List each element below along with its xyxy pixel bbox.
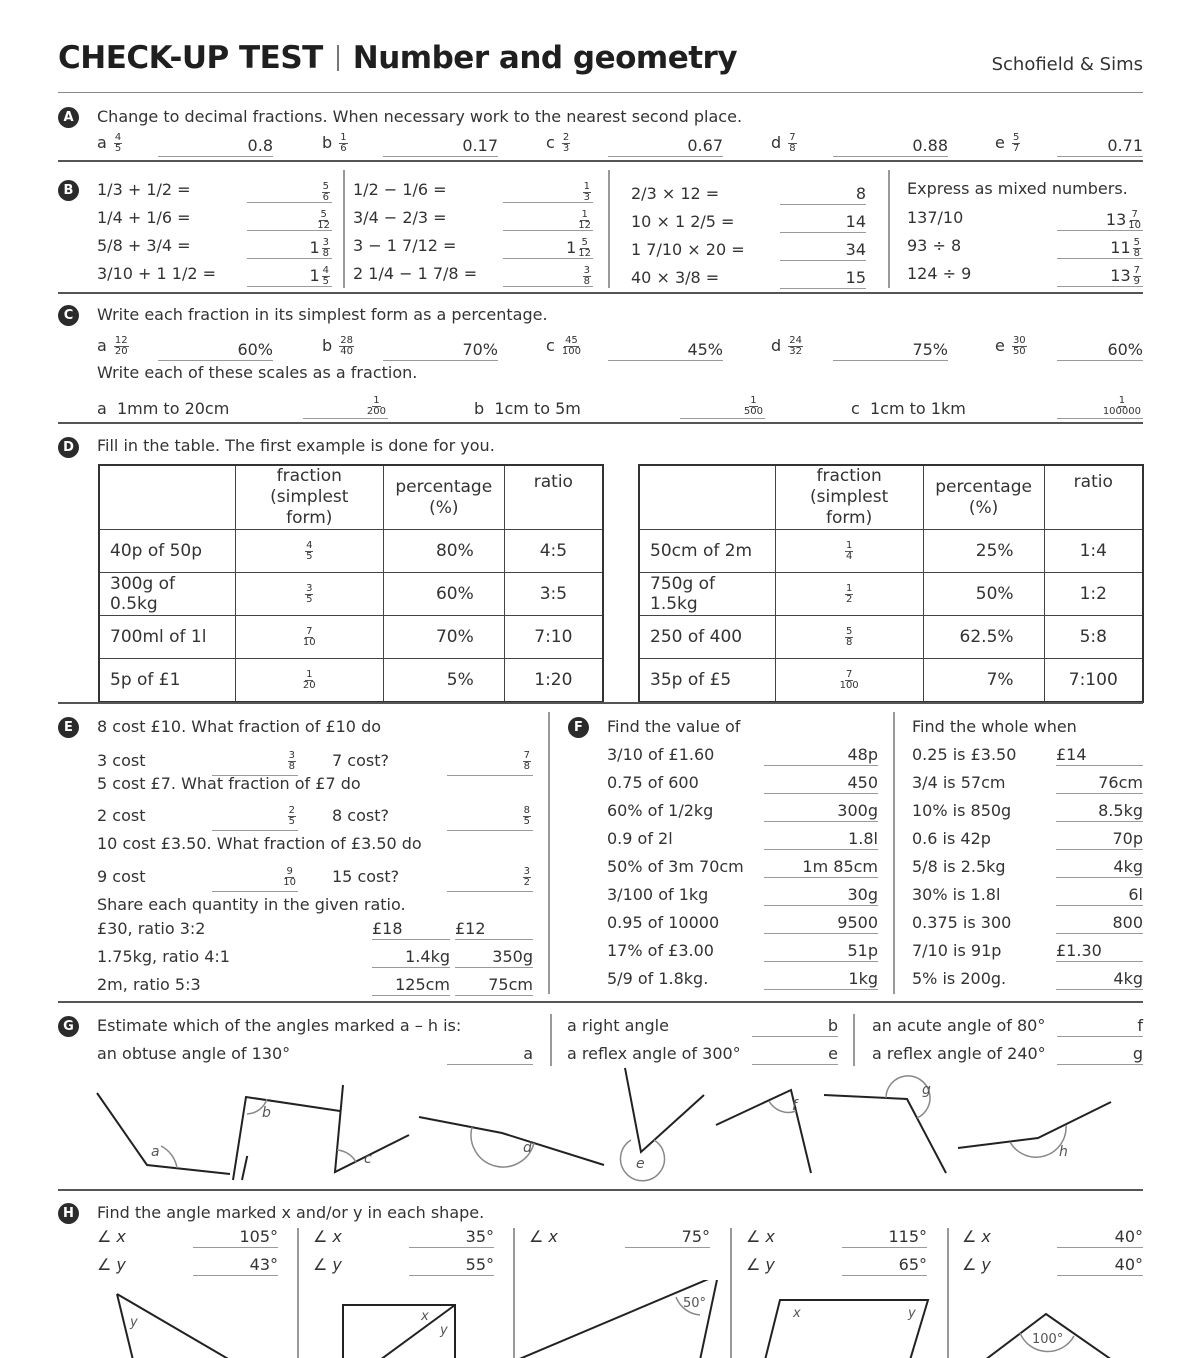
answer-field[interactable]: 1.8l	[764, 829, 878, 850]
fraction: $\frac{1}{200}$	[366, 395, 386, 417]
fraction: $\frac{7}{8}$	[523, 750, 530, 772]
fraction: $\frac{9}{10}$	[283, 866, 296, 888]
equation: 3/10 + 1 1/2 =	[97, 264, 217, 283]
table-row	[99, 573, 603, 616]
section-badge-h: H	[58, 1203, 79, 1224]
shapes-diagram	[0, 1280, 1200, 1358]
answer-field[interactable]: 51p	[764, 941, 878, 962]
angle-x-label: ∠ x	[746, 1227, 775, 1246]
answer-field[interactable]: b	[752, 1016, 838, 1037]
fraction: $\frac{3}{5}$	[306, 582, 313, 605]
angle-y-label: ∠ y	[962, 1255, 991, 1274]
angle-question: an acute angle of 80°	[872, 1016, 1046, 1035]
whole-question: 0.6 is 42p	[912, 829, 991, 848]
ratio-cell[interactable]: 1:20	[504, 659, 603, 703]
whole-question: 0.375 is 300	[912, 913, 1012, 932]
section-badge-a: A	[58, 107, 79, 128]
answer-field-y[interactable]: 65°	[842, 1255, 927, 1276]
answer-field[interactable]	[212, 806, 298, 831]
angle-x-label: ∠ x	[529, 1227, 558, 1246]
answer-field[interactable]: 45%	[608, 340, 723, 361]
answer-field[interactable]: 8.5kg	[1056, 801, 1143, 822]
answer-field[interactable]: 0.71	[1057, 136, 1143, 157]
fraction-cell[interactable]	[775, 573, 923, 616]
question-label: b $\frac{28}{40}$	[322, 335, 353, 357]
angle-label-c: c	[364, 1151, 372, 1167]
answer-field[interactable]: 76cm	[1056, 773, 1143, 794]
answer-field[interactable]	[303, 396, 388, 419]
fraction: $\frac{28}{40}$	[340, 335, 353, 357]
answer-field[interactable]: 350g	[455, 947, 533, 968]
table-row	[639, 530, 1143, 573]
angle-x-label: ∠ x	[97, 1227, 126, 1246]
answer-field[interactable]: 450	[764, 773, 878, 794]
fraction-cell[interactable]	[775, 616, 923, 659]
value-question: 3/100 of 1kg	[607, 885, 709, 904]
table-row	[639, 659, 1143, 703]
answer-field[interactable]: 4kg	[1056, 857, 1143, 878]
fraction: $\frac{3}{8}$	[288, 750, 295, 772]
question-label: a $\frac{4}{5}$	[97, 132, 122, 154]
answer-field[interactable]: £1.30	[1056, 941, 1143, 962]
answer-field-x[interactable]: 40°	[1057, 1227, 1143, 1248]
mixed-numbers-title: Express as mixed numbers.	[907, 179, 1128, 198]
angle-label-f: f	[792, 1098, 797, 1114]
percentage-cell[interactable]: 50%	[923, 573, 1044, 616]
angle-a-lines	[97, 1093, 230, 1174]
section-c-instruction: Write each fraction in its simplest form as a percentage.	[97, 305, 548, 324]
answer-field[interactable]: 1 $\frac{3}{8}$	[247, 238, 332, 259]
answer-field-y[interactable]: 43°	[193, 1255, 278, 1276]
percentage-cell[interactable]: 25%	[923, 530, 1044, 573]
answer-field[interactable]: f	[1057, 1016, 1143, 1037]
fraction: $\frac{7}{10}$	[302, 625, 316, 648]
share-instruction: Share each quantity in the given ratio.	[97, 895, 406, 914]
answer-field[interactable]: a	[447, 1044, 533, 1065]
answer-field[interactable]: 75%	[833, 340, 948, 361]
ratio-cell[interactable]: 5:8	[1044, 616, 1143, 659]
percentage-cell[interactable]: 70%	[383, 616, 504, 659]
fraction: $\frac{1}{500}$	[743, 395, 763, 417]
fraction: $\frac{1}{3}$	[583, 181, 590, 203]
header-ratio: ratio	[1044, 465, 1143, 530]
ratio-cell[interactable]: 1:4	[1044, 530, 1143, 573]
shape-3-triangle	[517, 1280, 718, 1358]
answer-field[interactable]: g	[1057, 1044, 1143, 1065]
header-percentage: percentage (%)	[383, 465, 504, 530]
equation: 2/3 × 12 =	[631, 184, 720, 203]
answer-field[interactable]: 800	[1056, 913, 1143, 934]
fraction: $\frac{7}{10}$	[1128, 209, 1141, 231]
value-question: 60% of 1/2kg	[607, 801, 714, 820]
item-cell: 750g of 1.5kg	[639, 573, 775, 616]
answer-field[interactable]: 1.4kg	[372, 947, 450, 968]
page-title	[58, 40, 737, 76]
header-fraction: fraction (simplest form)	[235, 465, 383, 530]
question-label: 3 cost	[97, 751, 146, 770]
find-whole-title: Find the whole when	[912, 717, 1077, 736]
value-question: 0.95 of 10000	[607, 913, 720, 932]
fraction: $\frac{7}{100}$	[839, 668, 859, 691]
value-question: 17% of £3.00	[607, 941, 714, 960]
equation: 1/4 + 1/6 =	[97, 208, 191, 227]
column-divider	[548, 712, 550, 994]
question-prompt: 8 cost £10. What fraction of £10 do	[97, 717, 382, 736]
answer-field[interactable]: 11 $\frac{5}{8}$	[1057, 238, 1143, 259]
fraction: $\frac{30}{50}$	[1012, 335, 1026, 357]
answer-field[interactable]: 15	[780, 268, 866, 289]
section-divider	[58, 160, 1143, 162]
whole-question: 10% is 850g	[912, 801, 1012, 820]
answer-field[interactable]: 1kg	[764, 969, 878, 990]
answer-field[interactable]: 60%	[158, 340, 273, 361]
angle-label-d: d	[523, 1140, 532, 1156]
answer-field[interactable]	[447, 867, 533, 892]
answer-field[interactable]: 300g	[764, 801, 878, 822]
test-title: CHECK-UP TEST	[58, 40, 323, 76]
answer-field[interactable]: 1 $\frac{4}{5}$	[247, 266, 332, 287]
ratio-cell[interactable]: 7:100	[1044, 659, 1143, 703]
column-divider	[893, 712, 895, 994]
section-badge-f: F	[568, 717, 589, 738]
angle-label-a: a	[151, 1144, 160, 1160]
section-badge-e: E	[58, 717, 79, 738]
fraction: $\frac{5}{12}$	[317, 209, 330, 231]
percentage-cell[interactable]: 7%	[923, 659, 1044, 703]
answer-field[interactable]	[212, 751, 298, 776]
value-question: 50% of 3m 70cm	[607, 857, 744, 876]
question-label: 9 cost	[97, 867, 146, 886]
angle-x-label: ∠ x	[962, 1227, 991, 1246]
fraction-cell[interactable]	[235, 659, 383, 703]
fraction-cell[interactable]	[235, 573, 383, 616]
header-empty	[99, 465, 235, 530]
question-label: 7 cost?	[332, 751, 389, 770]
section-badge-d: D	[58, 437, 79, 458]
given-angle-50: 50°	[683, 1296, 707, 1311]
whole-question: 0.25 is £3.50	[912, 745, 1017, 764]
answer-field[interactable]	[503, 182, 593, 203]
section-divider	[58, 292, 1143, 294]
equation: 1/3 + 1/2 =	[97, 180, 191, 199]
fraction: $\frac{3}{8}$	[322, 237, 329, 259]
value-question: 0.9 of 2l	[607, 829, 673, 848]
fraction-cell[interactable]	[775, 659, 923, 703]
answer-field[interactable]: 13 $\frac{7}{10}$	[1057, 210, 1143, 231]
angle-question: a reflex angle of 300°	[567, 1044, 741, 1063]
shape-1-y-label: y	[130, 1315, 138, 1330]
fraction: $\frac{1}{2}$	[845, 582, 853, 605]
question-prompt: 5 cost £7. What fraction of £7 do	[97, 774, 361, 793]
section-divider	[58, 422, 1143, 424]
fraction: $\frac{5}{6}$	[322, 181, 329, 203]
question-label: a $\frac{12}{20}$	[97, 335, 128, 357]
answer-field[interactable]: 6l	[1056, 885, 1143, 906]
angle-question: a right angle	[567, 1016, 669, 1035]
fraction: $\frac{5}{7}$	[1012, 132, 1020, 154]
angle-label-g: g	[922, 1082, 931, 1098]
section-badge-b: B	[58, 180, 79, 201]
answer-field[interactable]: 34	[780, 240, 866, 261]
value-question: 3/10 of £1.60	[607, 745, 715, 764]
answer-field[interactable]: 4kg	[1056, 969, 1143, 990]
test-subtitle: Number and geometry	[352, 40, 738, 76]
answer-field[interactable]: 30g	[764, 885, 878, 906]
section-badge-c: C	[58, 305, 79, 326]
angle-b-lines	[233, 1097, 340, 1180]
fraction: $\frac{5}{8}$	[845, 625, 853, 648]
item-cell: 40p of 50p	[99, 530, 235, 573]
answer-field[interactable]: 13 $\frac{7}{9}$	[1057, 266, 1143, 287]
equation: 1/2 − 1/6 =	[353, 180, 447, 199]
angle-question: an obtuse angle of 130°	[97, 1044, 291, 1063]
answer-field[interactable]: e	[752, 1044, 838, 1065]
equation: 40 × 3/8 =	[631, 268, 720, 287]
question-label: d $\frac{7}{8}$	[771, 132, 796, 154]
table-header-row	[639, 465, 1143, 530]
fraction: $\frac{5}{12}$	[578, 237, 591, 259]
item-cell: 700ml of 1l	[99, 616, 235, 659]
whole-question: 7/10 is 91p	[912, 941, 1002, 960]
fraction: $\frac{1}{12}$	[578, 209, 591, 231]
ratio-cell[interactable]: 3:5	[504, 573, 603, 616]
equation: 2 1/4 − 1 7/8 =	[353, 264, 478, 283]
fraction: $\frac{45}{100}$	[561, 335, 581, 357]
section-divider	[58, 1189, 1143, 1191]
fraction-cell[interactable]	[235, 530, 383, 573]
fraction: $\frac{4}{5}$	[306, 539, 313, 562]
angle-label-h: h	[1059, 1144, 1068, 1160]
answer-field[interactable]	[503, 266, 593, 287]
answer-field-y[interactable]: 40°	[1057, 1255, 1143, 1276]
fraction: $\frac{8}{5}$	[523, 805, 530, 827]
question-label: 8 cost?	[332, 806, 389, 825]
fraction: $\frac{2}{5}$	[288, 805, 295, 827]
answer-field[interactable]: 60%	[1057, 340, 1143, 361]
percentage-cell[interactable]: 60%	[383, 573, 504, 616]
answer-field[interactable]: 0.8	[158, 136, 273, 157]
angles-diagram	[0, 1060, 1200, 1185]
value-question: 5/9 of 1.8kg.	[607, 969, 709, 988]
angle-c-arc	[337, 1150, 356, 1162]
answer-field-y[interactable]: 55°	[409, 1255, 494, 1276]
answer-field-x[interactable]: 35°	[409, 1227, 494, 1248]
answer-field[interactable]: 0.67	[608, 136, 723, 157]
answer-field[interactable]	[447, 806, 533, 831]
table-row	[99, 616, 603, 659]
fraction: $\frac{3}{2}$	[523, 866, 530, 888]
column-divider	[888, 170, 890, 288]
answer-field[interactable]: 8	[780, 184, 866, 205]
shape-2-y-label: y	[440, 1323, 448, 1338]
percentage-cell[interactable]: 5%	[383, 659, 504, 703]
shape-4-x-label: x	[793, 1306, 801, 1321]
header-ratio: ratio	[504, 465, 603, 530]
expression: 124 ÷ 9	[907, 264, 972, 283]
item-cell: 300g of 0.5kg	[99, 573, 235, 616]
answer-field[interactable]: 9500	[764, 913, 878, 934]
ratio-cell[interactable]: 4:5	[504, 530, 603, 573]
answer-field[interactable]: 1m 85cm	[764, 857, 878, 878]
shape-4-y-label: y	[908, 1306, 916, 1321]
fraction: $\frac{1}{20}$	[302, 668, 316, 691]
shape-2-x-label: x	[421, 1309, 429, 1324]
fraction-cell[interactable]	[775, 530, 923, 573]
angle-h-lines	[958, 1102, 1111, 1148]
table-header-row	[99, 465, 603, 530]
section-a-instruction: Change to decimal fractions. When necessary work to the nearest second place.	[97, 107, 743, 126]
answer-field-x[interactable]: 75°	[625, 1227, 710, 1248]
item-cell: 50cm of 2m	[639, 530, 775, 573]
item-cell: 250 of 400	[639, 616, 775, 659]
angle-c-lines	[335, 1085, 409, 1172]
fraction: $\frac{4}{5}$	[114, 132, 122, 154]
fraction: $\frac{2}{3}$	[562, 132, 570, 154]
table-row	[639, 616, 1143, 659]
ratio-table-1	[98, 464, 604, 703]
answer-field[interactable]: 75cm	[455, 975, 533, 996]
answer-field[interactable]	[503, 210, 593, 231]
answer-field[interactable]: £12	[455, 919, 533, 940]
answer-field[interactable]	[212, 867, 298, 892]
angle-label-b: b	[262, 1105, 271, 1121]
angle-a-arc	[161, 1146, 177, 1168]
angle-y-label: ∠ y	[746, 1255, 775, 1274]
scale-question: a 1mm to 20cm	[97, 399, 230, 418]
section-d-instruction: Fill in the table. The first example is done for you.	[97, 436, 495, 455]
whole-question: 3/4 is 57cm	[912, 773, 1006, 792]
answer-field[interactable]: 0.88	[833, 136, 948, 157]
equation: 3 − 1 7/12 =	[353, 236, 457, 255]
answer-field-x[interactable]: 115°	[842, 1227, 927, 1248]
ratio-cell[interactable]: 7:10	[504, 616, 603, 659]
ratio-cell[interactable]: 1:2	[1044, 573, 1143, 616]
value-question: 0.75 of 600	[607, 773, 699, 792]
angle-question: a reflex angle of 240°	[872, 1044, 1046, 1063]
answer-field[interactable]: 1 $\frac{5}{12}$	[503, 238, 593, 259]
table-row	[99, 530, 603, 573]
column-divider	[343, 170, 345, 288]
answer-field[interactable]: £18	[372, 919, 450, 940]
fraction-cell[interactable]	[235, 616, 383, 659]
section-divider	[58, 702, 1143, 704]
answer-field[interactable]	[1057, 396, 1143, 419]
fraction: $\frac{5}{8}$	[1133, 237, 1140, 259]
table-row	[639, 573, 1143, 616]
whole-question: 30% is 1.8l	[912, 885, 1001, 904]
publisher-name: Schofield & Sims	[991, 54, 1143, 75]
question-label: d $\frac{24}{32}$	[771, 335, 802, 357]
shape-4-parallelogram	[765, 1300, 928, 1358]
answer-field-x[interactable]: 105°	[193, 1227, 278, 1248]
header-empty	[639, 465, 775, 530]
answer-field[interactable]	[247, 182, 332, 203]
fraction: $\frac{7}{8}$	[789, 132, 796, 154]
answer-field[interactable]: 70p	[1056, 829, 1143, 850]
question-prompt: 10 cost £3.50. What fraction of £3.50 do	[97, 834, 422, 853]
angle-y-label: ∠ y	[97, 1255, 126, 1274]
section-h-instruction: Find the angle marked x and/or y in each shape.	[97, 1203, 485, 1222]
question-label: c $\frac{45}{100}$	[546, 335, 581, 357]
fraction: $\frac{24}{32}$	[789, 335, 802, 357]
expression: 137/10	[907, 208, 964, 227]
section-badge-g: G	[58, 1016, 79, 1037]
scale-question: c 1cm to 1km	[851, 399, 966, 418]
find-value-title: Find the value of	[607, 717, 741, 736]
fraction: $\frac{1}{4}$	[845, 539, 853, 562]
item-cell: 5p of £1	[99, 659, 235, 703]
header-fraction: fraction (simplest form)	[775, 465, 923, 530]
scales-instruction: Write each of these scales as a fraction.	[97, 363, 418, 382]
angle-d-lines	[419, 1117, 604, 1165]
ratio-table-2	[638, 464, 1144, 703]
whole-question: 5% is 200g.	[912, 969, 1007, 988]
column-divider	[550, 1014, 552, 1066]
column-divider	[608, 170, 610, 288]
section-divider	[58, 1001, 1143, 1003]
fraction: $\frac{3}{8}$	[583, 265, 590, 287]
fraction: $\frac{12}{20}$	[114, 335, 128, 357]
answer-field[interactable]: 125cm	[372, 975, 450, 996]
item-cell: 35p of £5	[639, 659, 775, 703]
answer-field[interactable]: 14	[780, 212, 866, 233]
share-question: £30, ratio 3:2	[97, 919, 206, 938]
answer-field[interactable]: 70%	[383, 340, 498, 361]
fraction: $\frac{4}{5}$	[322, 265, 329, 287]
percentage-cell[interactable]: 62.5%	[923, 616, 1044, 659]
header-divider	[58, 92, 1143, 93]
angle-y-label: ∠ y	[313, 1255, 342, 1274]
angle-e-lines	[625, 1068, 704, 1152]
table-row	[99, 659, 603, 703]
question-label: c $\frac{2}{3}$	[546, 132, 570, 154]
scale-question: b 1cm to 5m	[474, 399, 581, 418]
expression: 93 ÷ 8	[907, 236, 962, 255]
shape-2-rectangle	[343, 1305, 455, 1358]
question-label: 2 cost	[97, 806, 146, 825]
equation: 10 × 1 2/5 =	[631, 212, 735, 231]
title-divider	[337, 45, 339, 71]
equation: 5/8 + 3/4 =	[97, 236, 191, 255]
question-label: e $\frac{5}{7}$	[995, 132, 1020, 154]
answer-field[interactable]	[447, 751, 533, 776]
equation: 3/4 − 2/3 =	[353, 208, 447, 227]
question-label: e $\frac{30}{50}$	[995, 335, 1026, 357]
answer-field[interactable]: £14	[1056, 745, 1143, 766]
percentage-cell[interactable]: 80%	[383, 530, 504, 573]
fraction: $\frac{1}{100000}$	[1102, 395, 1141, 417]
given-angle-100: 100°	[1032, 1332, 1064, 1347]
header-percentage: percentage (%)	[923, 465, 1044, 530]
share-question: 2m, ratio 5:3	[97, 975, 201, 994]
answer-field[interactable]: 48p	[764, 745, 878, 766]
column-divider	[853, 1014, 855, 1066]
section-g-instruction: Estimate which of the angles marked a – h is:	[97, 1016, 462, 1035]
share-question: 1.75kg, ratio 4:1	[97, 947, 230, 966]
fraction: $\frac{1}{6}$	[340, 132, 347, 154]
angle-label-e: e	[636, 1156, 645, 1172]
fraction: $\frac{7}{9}$	[1133, 265, 1140, 287]
answer-field[interactable]	[680, 396, 765, 419]
angle-x-label: ∠ x	[313, 1227, 342, 1246]
question-label: 15 cost?	[332, 867, 400, 886]
question-label: b $\frac{1}{6}$	[322, 132, 347, 154]
answer-field[interactable]	[247, 210, 332, 231]
answer-field[interactable]: 0.17	[383, 136, 498, 157]
whole-question: 5/8 is 2.5kg	[912, 857, 1006, 876]
equation: 1 7/10 × 20 =	[631, 240, 745, 259]
